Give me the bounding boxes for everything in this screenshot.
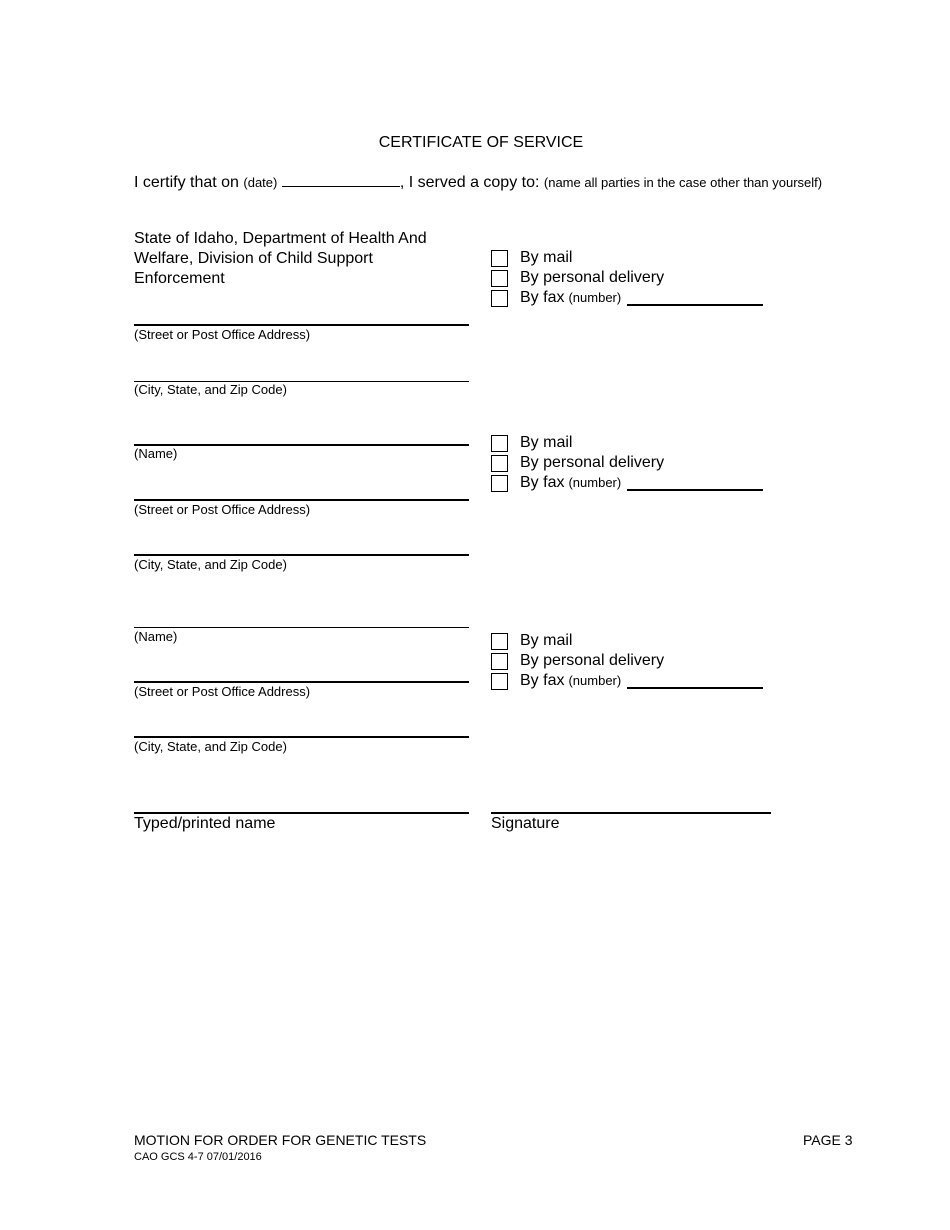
checkbox[interactable] bbox=[491, 475, 508, 492]
checkbox[interactable] bbox=[491, 653, 508, 670]
party2-name-label: (Name) bbox=[134, 446, 178, 461]
certify-prefix: I certify that on bbox=[134, 174, 239, 191]
option-label: By personal delivery bbox=[520, 652, 665, 669]
party2-service-options bbox=[491, 433, 763, 493]
option-label: By mail bbox=[520, 632, 573, 649]
fax-number-field[interactable] bbox=[627, 475, 763, 491]
party3-mail-option[interactable] bbox=[491, 631, 763, 651]
party3-name-line[interactable] bbox=[134, 627, 469, 628]
checkbox[interactable] bbox=[491, 633, 508, 650]
option-label: By fax bbox=[520, 289, 565, 306]
checkbox[interactable] bbox=[491, 250, 508, 267]
checkbox[interactable] bbox=[491, 673, 508, 690]
party3-service-options bbox=[491, 631, 763, 691]
party2-city-label: (City, State, and Zip Code) bbox=[134, 557, 287, 572]
typed-name-line[interactable] bbox=[134, 812, 469, 814]
party1-mail-option[interactable] bbox=[491, 248, 763, 268]
footer-form-title: MOTION FOR ORDER FOR GENETIC TESTS bbox=[134, 1132, 427, 1148]
option-label: By personal delivery bbox=[520, 454, 665, 471]
party3-personal-option[interactable] bbox=[491, 651, 763, 671]
party2-fax-option[interactable] bbox=[491, 473, 763, 493]
footer-form-code: CAO GCS 4-7 07/01/2016 bbox=[134, 1151, 262, 1163]
party2-mail-option[interactable] bbox=[491, 433, 763, 453]
party3-street-label: (Street or Post Office Address) bbox=[134, 684, 311, 699]
party1-street-line[interactable] bbox=[134, 324, 469, 326]
signature-line[interactable] bbox=[491, 812, 771, 814]
party2-city-line[interactable] bbox=[134, 554, 469, 556]
fax-number-field[interactable] bbox=[627, 290, 763, 306]
party1-street-label: (Street or Post Office Address) bbox=[134, 327, 311, 342]
checkbox[interactable] bbox=[491, 435, 508, 452]
party3-street-line[interactable] bbox=[134, 681, 469, 683]
party3-fax-option[interactable] bbox=[491, 671, 763, 691]
fax-number-label: (number) bbox=[568, 475, 622, 490]
party3-name-label: (Name) bbox=[134, 629, 178, 644]
party1-fax-option[interactable] bbox=[491, 288, 763, 308]
checkbox[interactable] bbox=[491, 290, 508, 307]
option-label: By fax bbox=[520, 474, 565, 491]
party1-personal-option[interactable] bbox=[491, 268, 763, 288]
certify-note: (name all parties in the case other than yourself) bbox=[543, 175, 823, 190]
party1-name: State of Idaho, Department of Health And Welfare, Division of Child Support Enforcement bbox=[134, 230, 427, 287]
checkbox[interactable] bbox=[491, 270, 508, 287]
party1-service-options bbox=[491, 248, 763, 308]
party1-city-label: (City, State, and Zip Code) bbox=[134, 382, 287, 397]
certify-middle: , I served a copy to: bbox=[399, 174, 540, 191]
party2-street-line[interactable] bbox=[134, 499, 469, 501]
party3-city-label: (City, State, and Zip Code) bbox=[134, 739, 287, 754]
page-number: PAGE 3 bbox=[803, 1132, 853, 1148]
certify-statement bbox=[134, 174, 824, 192]
page-title: CERTIFICATE OF SERVICE bbox=[378, 134, 584, 151]
fax-number-field[interactable] bbox=[627, 673, 763, 689]
option-label: By fax bbox=[520, 672, 565, 689]
typed-name-label: Typed/printed name bbox=[134, 815, 276, 832]
fax-number-label: (number) bbox=[568, 290, 622, 305]
option-label: By mail bbox=[520, 249, 573, 266]
date-field[interactable] bbox=[282, 174, 400, 187]
party2-street-label: (Street or Post Office Address) bbox=[134, 502, 311, 517]
fax-number-label: (number) bbox=[568, 673, 622, 688]
party3-city-line[interactable] bbox=[134, 736, 469, 738]
option-label: By personal delivery bbox=[520, 269, 665, 286]
date-label: (date) bbox=[243, 175, 278, 190]
checkbox[interactable] bbox=[491, 455, 508, 472]
option-label: By mail bbox=[520, 434, 573, 451]
party2-name-line[interactable] bbox=[134, 444, 469, 446]
signature-label: Signature bbox=[491, 815, 560, 832]
party2-personal-option[interactable] bbox=[491, 453, 763, 473]
